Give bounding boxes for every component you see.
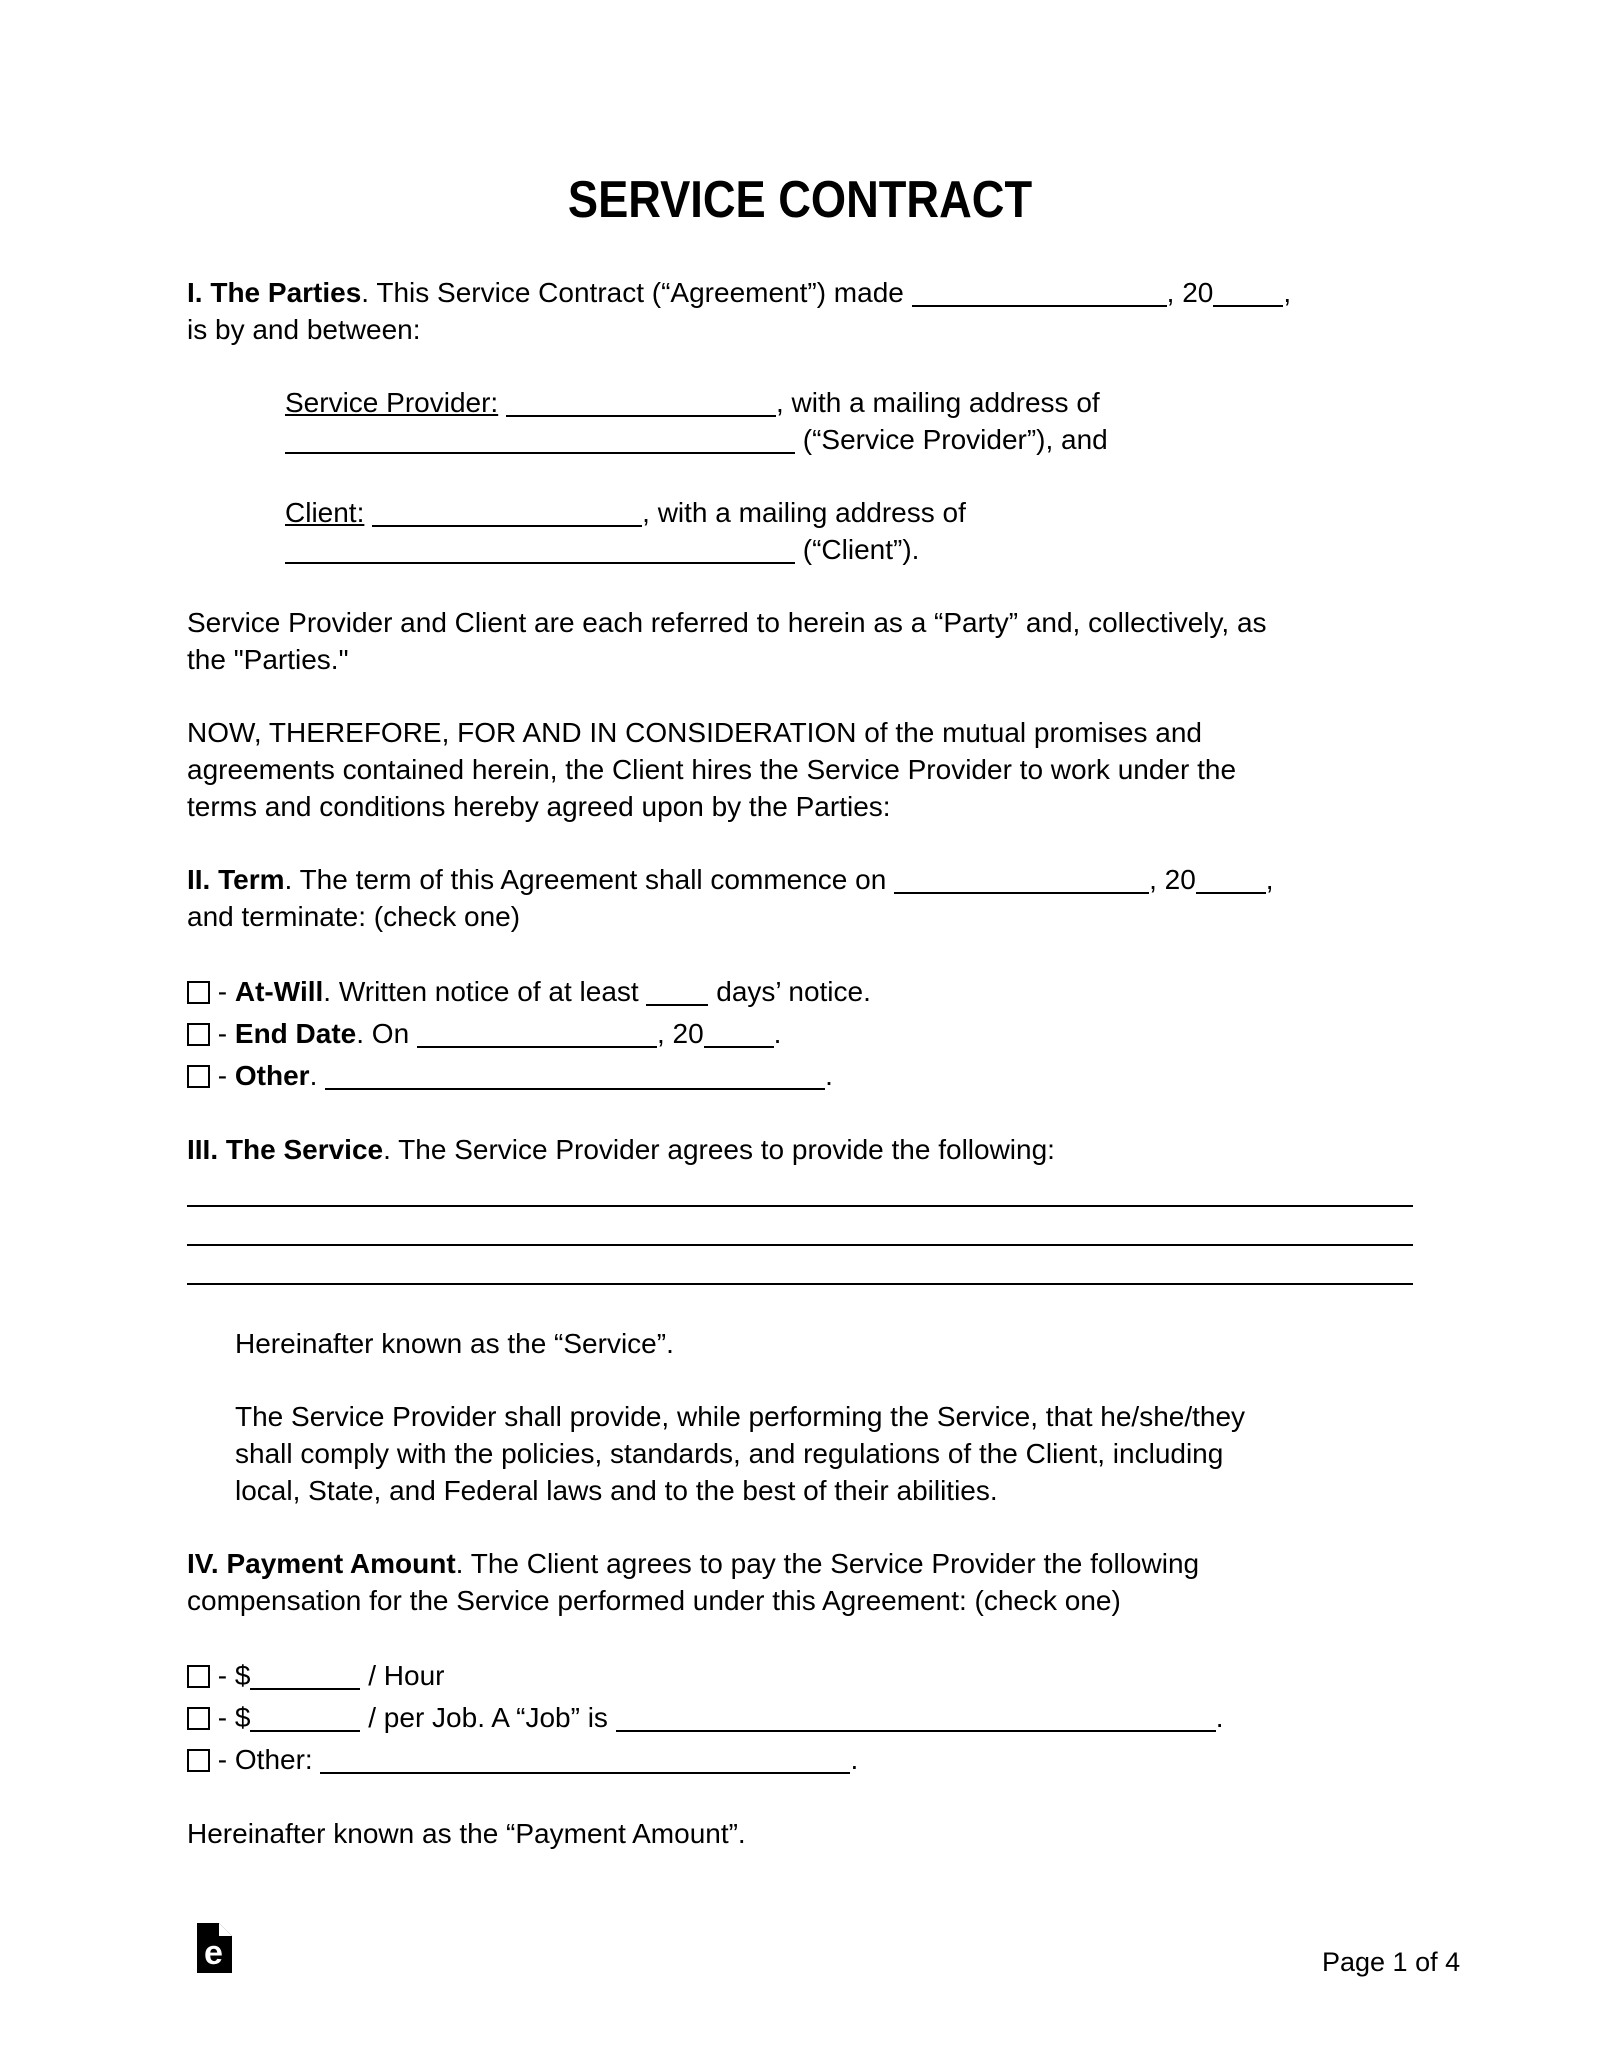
paragraph	[285, 384, 1413, 458]
text-run: Hereinafter known as the “Service”.	[235, 1328, 674, 1359]
paragraph	[187, 714, 1413, 825]
blank-field[interactable]	[506, 411, 776, 417]
text-run: , 20	[1149, 864, 1196, 895]
text-run: and terminate: (check one)	[187, 901, 521, 932]
checkbox-option[interactable]	[187, 971, 1413, 1013]
paragraph	[187, 1545, 1413, 1619]
text-run: the "Parties."	[187, 644, 349, 675]
text-run: . Written notice of at least	[323, 976, 647, 1007]
blank-field[interactable]	[285, 558, 795, 564]
blank-field[interactable]	[250, 1684, 360, 1690]
blank-field[interactable]	[250, 1726, 360, 1732]
text-run: (“Client”).	[795, 534, 920, 565]
text-run	[498, 387, 506, 418]
text-run: . This Service Contract (“Agreement”) made	[361, 277, 912, 308]
text-run: , 20	[1166, 277, 1214, 308]
text-run: - $	[210, 1660, 251, 1691]
text-run: .	[309, 1060, 326, 1091]
text-run: / Hour	[360, 1660, 445, 1691]
text-run: .	[1215, 1702, 1224, 1733]
text-run: At-Will	[234, 976, 324, 1007]
text-run: terms and conditions hereby agreed upon by the Parties:	[187, 791, 891, 822]
paragraph	[235, 1398, 1413, 1509]
text-run: / per Job. A “Job” is	[360, 1702, 616, 1733]
blank-field[interactable]	[1213, 301, 1283, 307]
checkbox-icon[interactable]	[187, 981, 210, 1004]
checkbox-option[interactable]	[187, 1055, 1413, 1097]
text-run: II. Term	[187, 864, 285, 895]
text-run: IV. Payment Amount	[187, 1548, 456, 1579]
checkbox-option[interactable]	[187, 1697, 1413, 1739]
paragraph	[235, 1325, 1413, 1362]
text-run: Service Provider:	[285, 387, 499, 418]
text-run	[364, 497, 372, 528]
text-run: -	[210, 1018, 235, 1049]
text-run: . The Service Provider agrees to provide the following:	[383, 1134, 1055, 1165]
svg-text:e: e	[204, 1934, 223, 1972]
text-run: (“Service Provider”), and	[795, 424, 1108, 455]
paragraph	[285, 494, 1413, 568]
text-run: agreements contained herein, the Client hires the Service Provider to work under the	[187, 754, 1237, 785]
text-run: Hereinafter known as the “Payment Amount”.	[187, 1818, 746, 1849]
text-run: -	[210, 976, 235, 1007]
text-run: is by and between:	[187, 314, 421, 345]
paragraph	[187, 1815, 1413, 1852]
blank-field[interactable]	[320, 1768, 850, 1774]
text-run: Other	[234, 1060, 310, 1091]
blank-field[interactable]	[704, 1042, 774, 1048]
document-content	[187, 170, 1413, 1888]
document-body	[187, 274, 1413, 1852]
checkbox-icon[interactable]	[187, 1665, 210, 1688]
blank-field[interactable]	[417, 1042, 657, 1048]
text-run: ,	[1265, 864, 1274, 895]
blank-field[interactable]	[894, 888, 1149, 894]
document-title: SERVICE CONTRACT	[567, 171, 1033, 229]
text-run: NOW, THEREFORE, FOR AND IN CONSIDERATION of the mutual promises and	[187, 717, 1202, 748]
page-number: Page 1 of 4	[1322, 1947, 1461, 1977]
write-in-lines	[187, 1168, 1413, 1285]
paragraph	[187, 274, 1413, 348]
text-run: III. The Service	[187, 1134, 384, 1165]
text-run: - $	[210, 1702, 251, 1733]
eforms-logo-icon	[197, 1923, 232, 1982]
text-run: .	[850, 1744, 859, 1775]
write-in-line[interactable]	[187, 1246, 1413, 1285]
checkbox-option[interactable]	[187, 1013, 1413, 1055]
text-run: . The Client agrees to pay the Service Provider the following	[455, 1548, 1200, 1579]
text-run: . The term of this Agreement shall commence on	[284, 864, 895, 895]
checkbox-icon[interactable]	[187, 1065, 210, 1088]
blank-field[interactable]	[646, 1000, 708, 1006]
text-run: ,	[1283, 277, 1292, 308]
blank-field[interactable]	[372, 521, 642, 527]
text-run: local, State, and Federal laws and to the best of their abilities.	[235, 1475, 998, 1506]
paragraph	[187, 861, 1413, 935]
text-run: , with a mailing address of	[642, 497, 966, 528]
text-run: - Other:	[210, 1744, 321, 1775]
text-run: .	[773, 1018, 782, 1049]
text-run: -	[210, 1060, 235, 1091]
checkbox-option[interactable]	[187, 1655, 1413, 1697]
text-run: The Service Provider shall provide, while performing the Service, that he/she/they	[235, 1401, 1246, 1432]
blank-field[interactable]	[912, 301, 1167, 307]
text-run: Client:	[285, 497, 365, 528]
checkbox-icon[interactable]	[187, 1023, 210, 1046]
blank-field[interactable]	[1196, 888, 1266, 894]
write-in-line[interactable]	[187, 1207, 1413, 1246]
checkbox-icon[interactable]	[187, 1707, 210, 1730]
text-run: .	[825, 1060, 833, 1091]
paragraph	[187, 604, 1413, 678]
text-run: Service Provider and Client are each referred to herein as a “Party” and, collectively, as	[187, 607, 1267, 638]
text-run: I. The Parties	[187, 277, 362, 308]
checkbox-icon[interactable]	[187, 1749, 210, 1772]
blank-field[interactable]	[325, 1084, 825, 1090]
write-in-line[interactable]	[187, 1168, 1413, 1207]
text-run: , 20	[656, 1018, 704, 1049]
paragraph	[187, 1131, 1413, 1168]
blank-field[interactable]	[285, 448, 795, 454]
text-run: , with a mailing address of	[775, 387, 1100, 418]
text-run: End Date	[234, 1018, 357, 1049]
text-run: days’ notice.	[708, 976, 871, 1007]
text-run: shall comply with the policies, standards, and regulations of the Client, including	[235, 1438, 1224, 1469]
text-run: compensation for the Service performed under this Agreement: (check one)	[187, 1585, 1121, 1616]
checkbox-option[interactable]	[187, 1739, 1413, 1781]
text-run: . On	[356, 1018, 417, 1049]
blank-field[interactable]	[616, 1726, 1216, 1732]
